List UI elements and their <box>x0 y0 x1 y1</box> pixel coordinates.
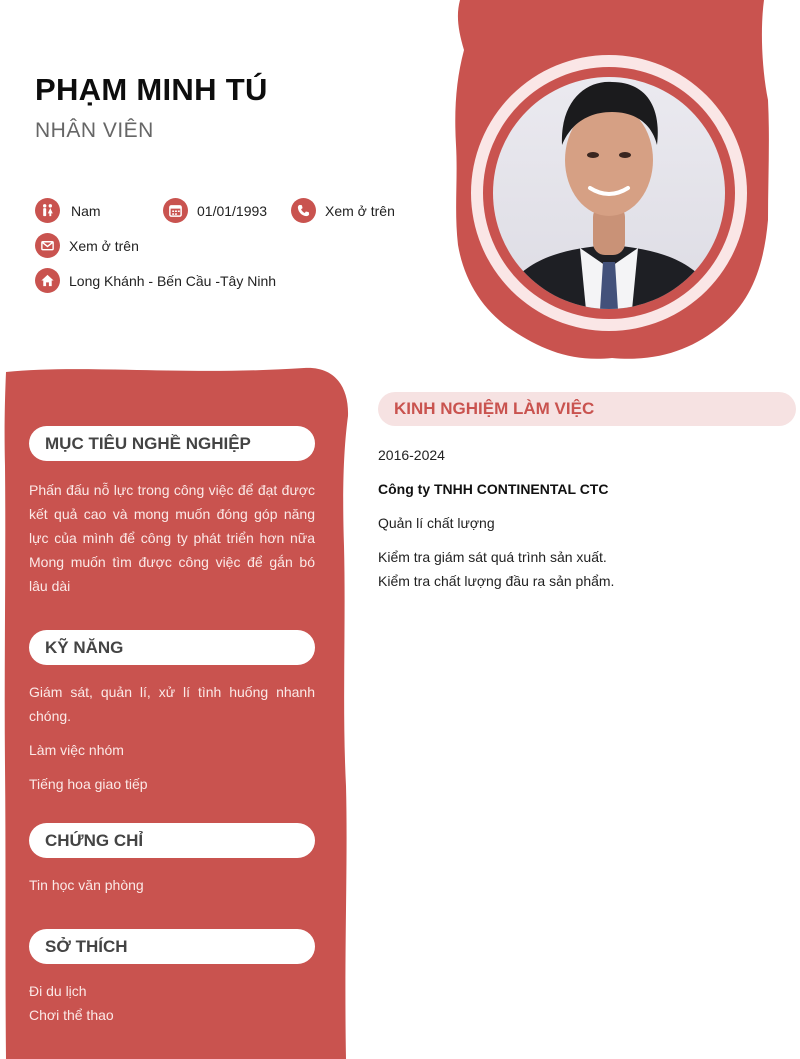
email-icon <box>35 233 60 258</box>
birthday-value: 01/01/1993 <box>197 202 268 219</box>
experience-duty: Kiểm tra giám sát quá trình sản xuất. <box>378 549 607 565</box>
experience-duty: Kiểm tra chất lượng đầu ra sản phẩm. <box>378 573 615 589</box>
calendar-icon <box>163 198 188 223</box>
gender-value: Nam <box>71 202 101 219</box>
hobbies-heading: SỞ THÍCH <box>29 929 315 964</box>
gender-info <box>35 198 101 223</box>
birthday-info <box>163 198 267 223</box>
email-value: Xem ở trên <box>69 237 139 254</box>
objective-text: Phấn đấu nỗ lực trong công việc để đạt được kết quả cao và mong muốn đóng góp năng lực của mình để công ty phát triển hơn nữa Mong muốn tìm được công việc để gắn bó lâu dài <box>29 482 315 594</box>
address-info <box>35 268 276 293</box>
skill-item: Giám sát, quản lí, xử lí tình huống nhanh chóng. <box>29 684 315 724</box>
phone-value: Xem ở trên <box>325 202 395 219</box>
gender-icon <box>35 198 60 223</box>
hobby-item: Chơi thể thao <box>29 1007 114 1023</box>
experience-company: Công ty TNHH CONTINENTAL CTC <box>378 481 609 497</box>
certificates-heading: CHỨNG CHỈ <box>29 823 315 858</box>
candidate-role: NHÂN VIÊN <box>35 119 154 142</box>
experience-position: Quản lí chất lượng <box>378 515 495 531</box>
hobby-item: Đi du lịch <box>29 983 87 999</box>
candidate-name: PHẠM MINH TÚ <box>35 72 268 107</box>
skill-item: Tiếng hoa giao tiếp <box>29 776 148 792</box>
home-icon <box>35 268 60 293</box>
phone-icon <box>291 198 316 223</box>
address-value: Long Khánh - Bến Cầu -Tây Ninh <box>69 272 277 289</box>
email-info <box>35 233 139 258</box>
skill-item: Làm việc nhóm <box>29 742 124 758</box>
phone-info <box>291 198 395 223</box>
experience-period: 2016-2024 <box>378 447 445 463</box>
profile-photo-frame <box>452 0 770 362</box>
certificate-item: Tin học văn phòng <box>29 877 144 893</box>
objective-heading: MỤC TIÊU NGHỀ NGHIỆP <box>29 426 315 461</box>
skills-heading: KỸ NĂNG <box>29 630 315 665</box>
experience-heading: KINH NGHIỆM LÀM VIỆC <box>378 392 796 426</box>
